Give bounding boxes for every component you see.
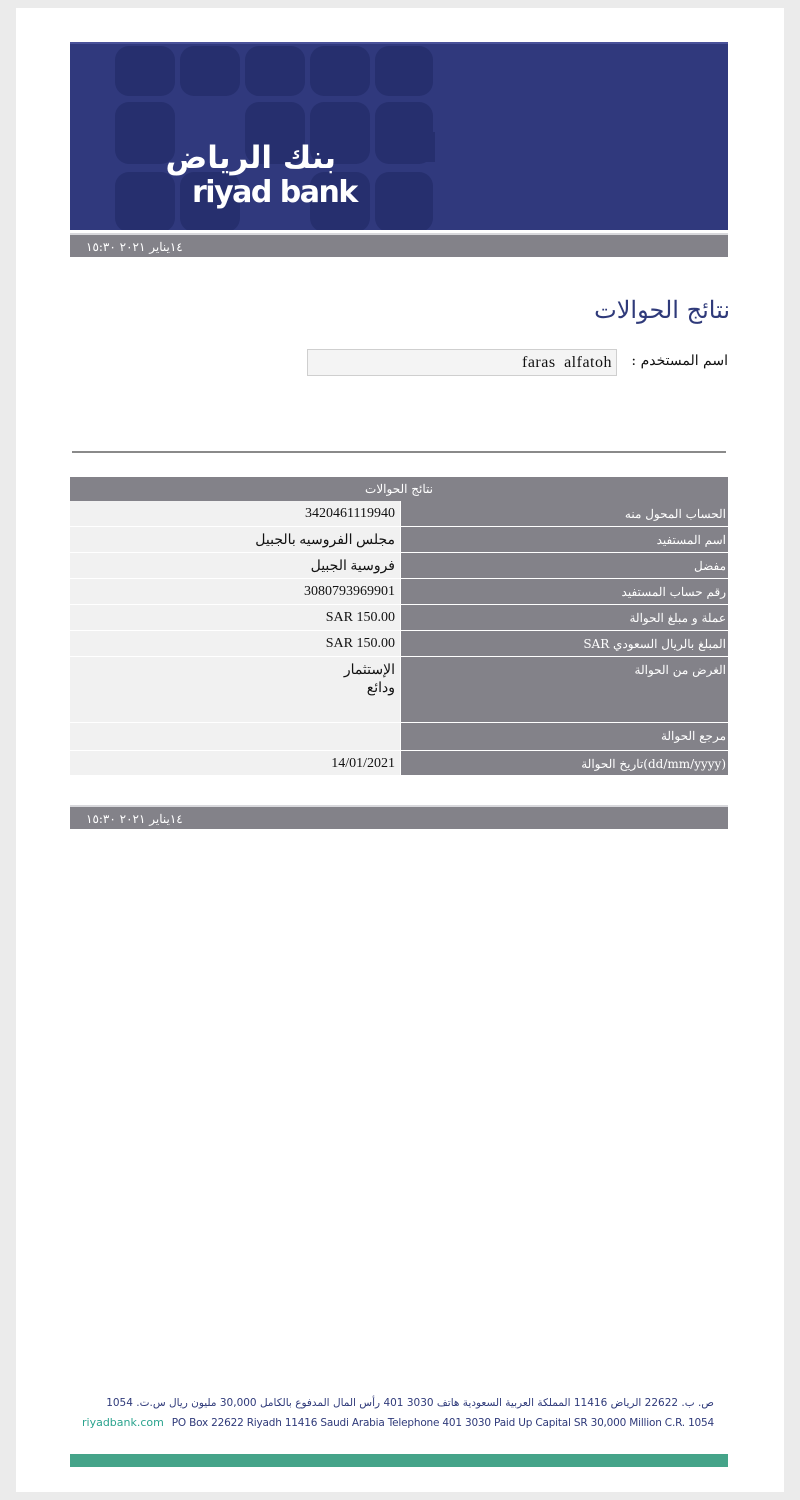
row-value: 3420461119940	[70, 501, 400, 526]
row-value	[70, 657, 400, 722]
section-divider	[72, 451, 726, 453]
username-field[interactable]: faras alfatoh	[307, 349, 617, 376]
row-value: SAR 150.00	[70, 605, 400, 630]
logo-english-text: riyad bank	[192, 175, 357, 210]
row-label: مفضل	[400, 553, 728, 578]
row-label: المبلغ بالريال السعودي SAR	[400, 631, 728, 656]
row-value: فروسية الجبيل	[70, 553, 400, 578]
table-row	[70, 501, 728, 527]
results-table-header: نتائج الحوالات	[70, 477, 728, 501]
row-label: مرجع الحوالة	[400, 723, 728, 750]
footer-timestamp: ١٤يناير ٢٠٢١ ١٥:٣٠	[86, 812, 183, 826]
table-row	[70, 605, 728, 631]
row-value: 3080793969901	[70, 579, 400, 604]
riyad-bank-logo	[165, 140, 357, 220]
table-row	[70, 527, 728, 553]
brand-pattern-graphic	[70, 44, 728, 230]
page-title: نتائج الحوالات	[594, 296, 730, 324]
row-value: 14/01/2021	[70, 751, 400, 775]
footer-timestamp-bar	[70, 805, 728, 829]
footer-website-link[interactable]: riyadbank.com	[82, 1416, 164, 1429]
row-label: الحساب المحول منه	[400, 501, 728, 526]
row-label: الغرض من الحوالة	[400, 657, 728, 722]
table-row	[70, 579, 728, 605]
header-timestamp-bar	[70, 233, 728, 257]
transfer-results-table	[70, 477, 728, 776]
table-row	[70, 751, 728, 776]
row-value: SAR 150.00	[70, 631, 400, 656]
header-timestamp: ١٤يناير ٢٠٢١ ١٥:٣٠	[86, 240, 183, 254]
table-row	[70, 553, 728, 579]
row-label: (dd/mm/yyyy)تاريخ الحوالة	[400, 751, 728, 775]
table-row	[70, 631, 728, 657]
footer-brand-stripe	[70, 1454, 728, 1467]
row-value	[70, 723, 400, 750]
row-label: رقم حساب المستفيد	[400, 579, 728, 604]
purpose-line-1: الإستثمار	[343, 663, 395, 678]
logo-arabic-text: بنك الرياض	[165, 140, 336, 176]
purpose-line-2: ودائع	[366, 681, 395, 696]
table-row	[70, 723, 728, 751]
username-label: اسم المستخدم :	[631, 353, 728, 369]
bank-header-banner	[70, 42, 728, 230]
footer-address-english: PO Box 22622 Riyadh 11416 Saudi Arabia Telephone 401 3030 Paid Up Capital SR 30,000 Million C.R. 1054	[171, 1417, 714, 1429]
row-label: عملة و مبلغ الحوالة	[400, 605, 728, 630]
table-row	[70, 657, 728, 723]
row-value: مجلس الفروسيه بالجبيل	[70, 527, 400, 552]
footer-address-arabic: ص. ب. 22622 الرياض 11416 المملكة العربية السعودية هاتف 3030 401 رأس المال المدفوع بالكامل 30,000 مليون ريال س.ت. 1054	[106, 1397, 714, 1409]
row-label: اسم المستفيد	[400, 527, 728, 552]
